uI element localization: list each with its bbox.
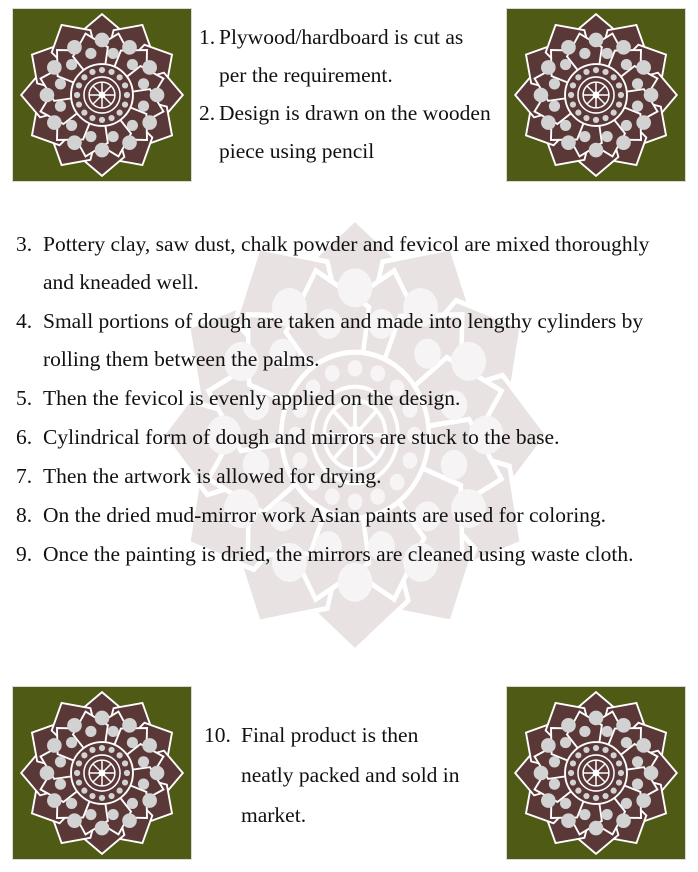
- mirror-dot: [66, 737, 77, 748]
- mirror-dot: [561, 40, 576, 55]
- step-item: [199, 18, 499, 94]
- mirror-dot: [124, 92, 130, 98]
- mirror-dot: [593, 795, 599, 801]
- mirror-dot: [108, 726, 119, 737]
- mirror-dot: [579, 48, 590, 59]
- step-text: Then the artwork is allowed for drying.: [43, 464, 382, 488]
- mirror-dot: [549, 756, 560, 767]
- mandala-tile-top-right: [506, 8, 686, 182]
- mirror-dot: [575, 74, 581, 80]
- mirror-dot: [644, 88, 659, 103]
- mirror-dot: [108, 48, 119, 59]
- mirror-dot: [122, 760, 128, 766]
- mirror-dot: [570, 760, 576, 766]
- mirror-dot: [618, 92, 624, 98]
- mirror-dot: [89, 115, 95, 121]
- mirror-dot: [108, 747, 114, 753]
- mirror-dot: [632, 756, 643, 767]
- step-number: 4.: [16, 309, 33, 333]
- step-text: Small portions of dough are taken and made into lengthy cylinders by rolling them between the palms.: [43, 309, 644, 371]
- mirror-dot: [602, 115, 608, 121]
- step-number: 5.: [16, 386, 33, 410]
- mirror-dot: [66, 798, 77, 809]
- mirror-dot: [122, 718, 137, 733]
- mirror-dot: [561, 135, 576, 150]
- mirror-dot: [108, 69, 114, 75]
- mirror-dot: [67, 813, 82, 828]
- mirror-dot: [611, 110, 617, 116]
- mirror-dot: [632, 779, 643, 790]
- mirror-dot: [138, 101, 149, 112]
- mirror-dot: [636, 793, 651, 808]
- mirror-dot: [579, 809, 590, 820]
- mirror-dot: [89, 793, 95, 799]
- mirror-dot: [76, 760, 82, 766]
- mirror-dot: [579, 131, 590, 142]
- step-text: Plywood/hardboard is cut as per the requirement.: [219, 25, 464, 87]
- mirror-dot: [602, 809, 613, 820]
- mirror-dot: [621, 737, 632, 748]
- mirror-dot: [549, 78, 560, 89]
- step-number: 3.: [16, 232, 33, 256]
- mirror-dot: [611, 752, 617, 758]
- mirror-dot: [85, 131, 96, 142]
- mirror-dot: [85, 726, 96, 737]
- mirror-dot: [575, 110, 581, 116]
- mirror-dot: [142, 793, 157, 808]
- mirror-dot: [81, 752, 87, 758]
- mirror-dot: [602, 726, 613, 737]
- mirror-dot: [534, 88, 549, 103]
- mirror-dot: [95, 33, 110, 48]
- mirror-dot: [593, 67, 599, 73]
- mirror-dot: [616, 718, 631, 733]
- mirror-dot: [108, 115, 114, 121]
- mirror-dot: [561, 718, 576, 733]
- mirror-dot: [570, 779, 576, 785]
- mirror-dot: [644, 766, 659, 781]
- mandala-hub: [593, 770, 600, 777]
- mirror-dot: [602, 747, 608, 753]
- mirror-dot: [583, 115, 589, 121]
- mirror-dot: [117, 74, 123, 80]
- mirror-dot: [108, 793, 114, 799]
- mirror-dot: [621, 120, 632, 131]
- step-item: [16, 225, 686, 301]
- mirror-dot: [589, 143, 604, 158]
- mirror-dot: [142, 738, 157, 753]
- mandala-group: [515, 692, 677, 854]
- mirror-dot: [560, 798, 571, 809]
- mirror-dot: [616, 760, 622, 766]
- mirror-dot: [575, 788, 581, 794]
- mirror-dot: [621, 798, 632, 809]
- mirror-dot: [138, 779, 149, 790]
- mirror-dot: [541, 793, 556, 808]
- step-number: 7.: [16, 464, 33, 488]
- mandala-hub: [99, 770, 106, 777]
- mirror-dot: [632, 101, 643, 112]
- mirror-dot: [81, 74, 87, 80]
- mirror-dot: [616, 101, 622, 107]
- mirror-dot: [76, 101, 82, 107]
- mirror-dot: [541, 738, 556, 753]
- step-number: 1.: [199, 25, 216, 49]
- mirror-dot: [89, 69, 95, 75]
- mirror-dot: [616, 82, 622, 88]
- mirror-dot: [579, 726, 590, 737]
- mirror-dot: [95, 711, 110, 726]
- mandala-tile-bottom-left: [12, 686, 192, 860]
- steps-list-top: [199, 18, 504, 170]
- mirror-dot: [589, 821, 604, 836]
- mirror-dot: [150, 766, 165, 781]
- steps-list-bottom: [204, 715, 504, 835]
- step-number: 2.: [199, 101, 216, 125]
- mirror-dot: [549, 101, 560, 112]
- mirror-dot: [67, 40, 82, 55]
- mirror-dot: [611, 788, 617, 794]
- mirror-dot: [636, 115, 651, 130]
- mirror-dot: [99, 67, 105, 73]
- mirror-dot: [616, 813, 631, 828]
- mirror-dot: [67, 718, 82, 733]
- lippan-mandala-icon: [13, 687, 191, 859]
- mirror-dot: [570, 101, 576, 107]
- mirror-dot: [560, 737, 571, 748]
- mandala-hub: [99, 92, 106, 99]
- mirror-dot: [602, 793, 608, 799]
- mirror-dot: [55, 779, 66, 790]
- mirror-dot: [541, 115, 556, 130]
- mirror-dot: [55, 756, 66, 767]
- step-item: [16, 379, 686, 417]
- steps-list-middle: [16, 225, 686, 574]
- mirror-dot: [618, 770, 624, 776]
- mirror-dot: [138, 756, 149, 767]
- mirror-dot: [122, 40, 137, 55]
- lippan-mandala-icon: [507, 9, 685, 181]
- mirror-dot: [74, 770, 80, 776]
- mirror-dot: [541, 60, 556, 75]
- lippan-mandala-icon: [13, 9, 191, 181]
- step-text: Then the fevicol is evenly applied on the design.: [43, 386, 461, 410]
- mirror-dot: [561, 813, 576, 828]
- mirror-dot: [122, 101, 128, 107]
- mirror-dot: [81, 110, 87, 116]
- mirror-dot: [575, 752, 581, 758]
- step-item: [204, 715, 504, 835]
- mandala-tile-top-left: [12, 8, 192, 182]
- mirror-dot: [47, 738, 62, 753]
- step-text: On the dried mud-mirror work Asian paints are used for coloring.: [43, 503, 607, 527]
- mirror-dot: [55, 78, 66, 89]
- mirror-dot: [67, 135, 82, 150]
- mirror-dot: [127, 798, 138, 809]
- mirror-dot: [95, 143, 110, 158]
- step-number: 8.: [16, 503, 33, 527]
- mirror-dot: [47, 115, 62, 130]
- step-text: Pottery clay, saw dust, chalk powder and fevicol are mixed thoroughly and kneaded well.: [43, 232, 650, 294]
- step-text: Final product is then neatly packed and sold in market.: [241, 723, 460, 827]
- mirror-dot: [602, 69, 608, 75]
- mirror-dot: [142, 115, 157, 130]
- mirror-dot: [560, 59, 571, 70]
- step-number: 6.: [16, 425, 33, 449]
- mirror-dot: [117, 788, 123, 794]
- mirror-dot: [583, 793, 589, 799]
- step-item: [16, 457, 686, 495]
- mirror-dot: [621, 59, 632, 70]
- mirror-dot: [616, 40, 631, 55]
- mirror-dot: [616, 779, 622, 785]
- step-text: Cylindrical form of dough and mirrors are stuck to the base.: [43, 425, 560, 449]
- mirror-dot: [593, 745, 599, 751]
- step-item: [199, 94, 509, 170]
- mirror-dot: [636, 738, 651, 753]
- lippan-mandala-icon: [507, 687, 685, 859]
- mirror-dot: [99, 795, 105, 801]
- mirror-dot: [549, 779, 560, 790]
- mirror-dot: [611, 74, 617, 80]
- mirror-dot: [138, 78, 149, 89]
- mirror-dot: [76, 779, 82, 785]
- mirror-dot: [81, 788, 87, 794]
- mirror-dot: [583, 747, 589, 753]
- mirror-dot: [589, 711, 604, 726]
- mirror-dot: [95, 821, 110, 836]
- mirror-dot: [124, 770, 130, 776]
- mirror-dot: [108, 809, 119, 820]
- mirror-dot: [40, 88, 55, 103]
- mirror-dot: [117, 110, 123, 116]
- mirror-dot: [122, 82, 128, 88]
- step-item: [16, 535, 686, 573]
- mirror-dot: [85, 809, 96, 820]
- step-item: [16, 418, 686, 456]
- mirror-dot: [127, 59, 138, 70]
- mirror-dot: [142, 60, 157, 75]
- mirror-dot: [568, 770, 574, 776]
- mirror-dot: [99, 117, 105, 123]
- step-text: Design is drawn on the wooden piece using pencil: [219, 101, 491, 163]
- mirror-dot: [76, 82, 82, 88]
- mirror-dot: [568, 92, 574, 98]
- mirror-dot: [117, 752, 123, 758]
- step-text: Once the painting is dried, the mirrors are cleaned using waste cloth.: [43, 542, 634, 566]
- mirror-dot: [636, 60, 651, 75]
- mirror-dot: [55, 101, 66, 112]
- mandala-hub: [593, 92, 600, 99]
- mirror-dot: [74, 92, 80, 98]
- step-item: [16, 302, 686, 378]
- mandala-group: [21, 692, 183, 854]
- mandala-group: [21, 14, 183, 176]
- mirror-dot: [589, 33, 604, 48]
- mirror-dot: [108, 131, 119, 142]
- mirror-dot: [616, 135, 631, 150]
- mirror-dot: [583, 69, 589, 75]
- mandala-group: [515, 14, 677, 176]
- mandala-tile-bottom-right: [506, 686, 686, 860]
- mirror-dot: [40, 766, 55, 781]
- step-item: [16, 496, 686, 534]
- mirror-dot: [602, 131, 613, 142]
- mirror-dot: [632, 78, 643, 89]
- step-number: 9.: [16, 542, 33, 566]
- mirror-dot: [47, 60, 62, 75]
- mirror-dot: [127, 737, 138, 748]
- mirror-dot: [602, 48, 613, 59]
- mirror-dot: [89, 747, 95, 753]
- mirror-dot: [593, 117, 599, 123]
- mirror-dot: [570, 82, 576, 88]
- mirror-dot: [534, 766, 549, 781]
- mirror-dot: [122, 779, 128, 785]
- mirror-dot: [66, 59, 77, 70]
- mirror-dot: [122, 135, 137, 150]
- mirror-dot: [47, 793, 62, 808]
- mirror-dot: [127, 120, 138, 131]
- step-number: 10.: [204, 723, 231, 747]
- mirror-dot: [560, 120, 571, 131]
- mirror-dot: [150, 88, 165, 103]
- mirror-dot: [99, 745, 105, 751]
- mirror-dot: [66, 120, 77, 131]
- mirror-dot: [85, 48, 96, 59]
- mirror-dot: [122, 813, 137, 828]
